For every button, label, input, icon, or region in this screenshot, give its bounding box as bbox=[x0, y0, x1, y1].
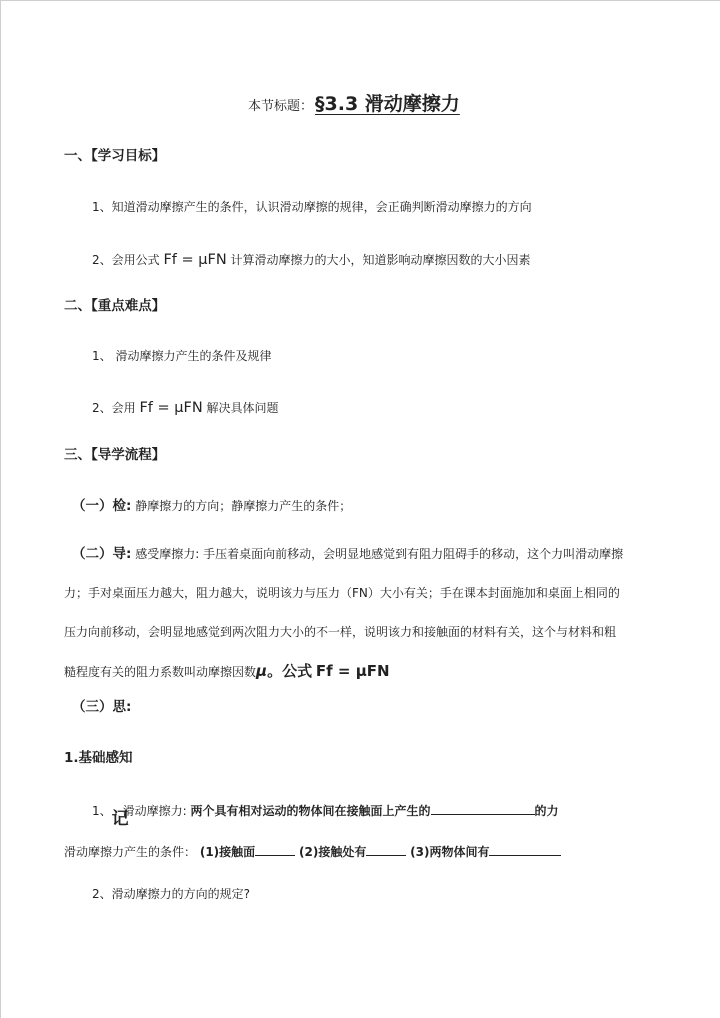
page-left-border bbox=[0, 0, 1, 1018]
question-2: 2、滑动摩擦力的方向的规定? bbox=[92, 887, 251, 901]
formula-label: 公式 bbox=[282, 662, 313, 680]
basic-heading: 1.基础感知 bbox=[64, 750, 133, 766]
keypoint-item-1: 1、 滑动摩擦力产生的条件及规律 bbox=[92, 349, 272, 363]
fill-blank[interactable] bbox=[255, 855, 295, 856]
goal-item-2: 2、会用公式 Ff = μFN 计算滑动摩擦力的大小，知道影响动摩擦因数的大小因素 bbox=[92, 252, 531, 268]
formula: Ff = μFN bbox=[163, 252, 227, 268]
guide-line-3: 压力向前移动，会明显地感觉到两次阻力大小的不一样，说明该力和接触面的材料有关，这个与材料和粗 bbox=[64, 625, 617, 639]
section-heading-process: 三、【导学流程】 bbox=[64, 447, 166, 463]
goal-item-1: 1、知道滑动摩擦产生的条件，认识滑动摩擦的规律，会正确判断滑动摩擦力的方向 bbox=[92, 200, 532, 214]
mu-symbol: μ bbox=[256, 662, 268, 680]
fill-blank[interactable] bbox=[489, 855, 561, 856]
page-title bbox=[248, 95, 460, 114]
guide-label: （二）导: bbox=[72, 546, 132, 562]
title-prefix: 本节标题： bbox=[248, 99, 314, 114]
formula: Ff = μFN bbox=[315, 662, 390, 680]
fill-blank[interactable] bbox=[366, 855, 406, 856]
keypoint-item-2: 2、会用 Ff = μFN 解决具体问题 bbox=[92, 400, 279, 416]
think-label: （三）思: bbox=[72, 699, 132, 715]
check-text: 静摩擦力的方向；静摩擦力产生的条件； bbox=[135, 499, 352, 513]
page-top-border bbox=[0, 0, 720, 1]
guide-line-2: 力；手对桌面压力越大，阻力越大，说明该力与压力（FN）大小有关；手在课本封面施加和桌面上相同的 bbox=[64, 586, 620, 600]
conditions-line: 滑动摩擦力产生的条件： (1)接触面 (2)接触处有 (3)两物体间有 bbox=[64, 846, 561, 858]
title-main: §3.3 滑动摩擦力 bbox=[315, 93, 460, 115]
section-heading-goals: 一、【学习目标】 bbox=[64, 148, 166, 164]
question-1: 1、记滑动摩擦力: 两个具有相对运动的物体间在接触面上产生的 的力 bbox=[92, 804, 559, 829]
check-label: （一）检: bbox=[72, 498, 132, 514]
section-heading-keypoints: 二、【重点难点】 bbox=[64, 298, 166, 314]
guide-line-4: 糙程度有关的阻力系数叫动摩擦因数μ。公式 Ff = μFN bbox=[64, 662, 390, 680]
ji-mark: 记 bbox=[111, 809, 129, 829]
check-line bbox=[72, 500, 351, 514]
guide-line-1: （二）导: 感受摩擦力: 手压着桌面向前移动，会明显地感觉到有阻力阻碍手的移动，这个力叫滑动摩擦 bbox=[72, 546, 624, 562]
fill-blank[interactable] bbox=[431, 814, 535, 815]
formula: Ff = μFN bbox=[139, 400, 203, 416]
